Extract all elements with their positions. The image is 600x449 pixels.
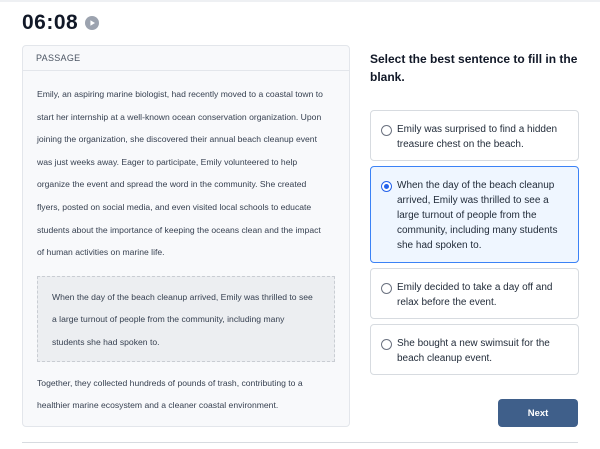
passage-line: Emily, an aspiring marine biologist, had recently moved to a coastal town to [37, 89, 323, 99]
option-line: large turnout of people from the [397, 210, 537, 221]
next-button[interactable]: Next [498, 399, 578, 427]
passage-panel [22, 45, 350, 427]
radio-button[interactable] [381, 283, 392, 294]
timer [22, 11, 99, 35]
option-label [397, 122, 557, 152]
answer-option-3[interactable] [370, 268, 579, 319]
radio-button[interactable] [381, 125, 392, 136]
option-label [397, 178, 557, 253]
answer-option-1[interactable] [370, 110, 579, 161]
option-line: When the day of the beach cleanup [397, 180, 555, 191]
blank-filled-sentence [37, 276, 335, 362]
top-divider [0, 0, 600, 2]
passage-text-after [23, 362, 349, 417]
passage-line: healthier marine ecosystem and a cleaner coastal environment. [37, 400, 279, 411]
answer-option-4[interactable] [370, 324, 579, 375]
option-line: relax before the event. [397, 297, 497, 308]
question-prompt: Select the best sentence to fill in the blank. [370, 52, 578, 84]
option-line: treasure chest on the beach. [397, 139, 524, 150]
passage-line: start her internship at a well-known ocean conservation organization. Upon [37, 111, 322, 122]
radio-button-selected[interactable] [381, 181, 392, 192]
passage-line: joining the organization, she discovered their annual beach cleanup event [37, 134, 317, 145]
bottom-divider [22, 442, 578, 443]
radio-button[interactable] [381, 339, 392, 350]
option-label [397, 280, 552, 310]
option-label [397, 336, 550, 366]
passage-text-before [23, 71, 349, 264]
option-line: she had spoken to. [397, 240, 482, 251]
blank-line: students she had spoken to. [52, 336, 160, 347]
passage-header: PASSAGE [23, 46, 349, 71]
option-line: Emily was surprised to find a hidden [397, 124, 558, 135]
passage-line: students about the importance of keeping the oceans clean and the impact [37, 224, 321, 235]
option-line: She bought a new swimsuit for the [397, 338, 550, 349]
passage-line: was just weeks away. Eager to participate, Emily volunteered to help [37, 156, 298, 167]
passage-line: Together, they collected hundreds of pounds of trash, contributing to a [37, 377, 303, 388]
blank-line: a large turnout of people from the community, including many [52, 314, 285, 325]
option-line: beach cleanup event. [397, 353, 493, 364]
option-line: community, including many students [397, 225, 558, 236]
passage-line: of human activities on marine life. [37, 247, 165, 258]
play-circle-icon[interactable] [85, 16, 99, 30]
option-line: arrived, Emily was thrilled to see a [397, 195, 549, 206]
answer-option-2[interactable] [370, 166, 579, 263]
passage-line: organize the event and spread the word in the community. She created [37, 179, 307, 190]
option-line: Emily decided to take a day off and [397, 282, 553, 293]
passage-line: flyers, posted on social media, and even visited local schools to educate [37, 201, 312, 212]
timer-text: 06:08 [22, 11, 79, 34]
blank-line: When the day of the beach cleanup arrived, Emily was thrilled to see [52, 291, 313, 302]
